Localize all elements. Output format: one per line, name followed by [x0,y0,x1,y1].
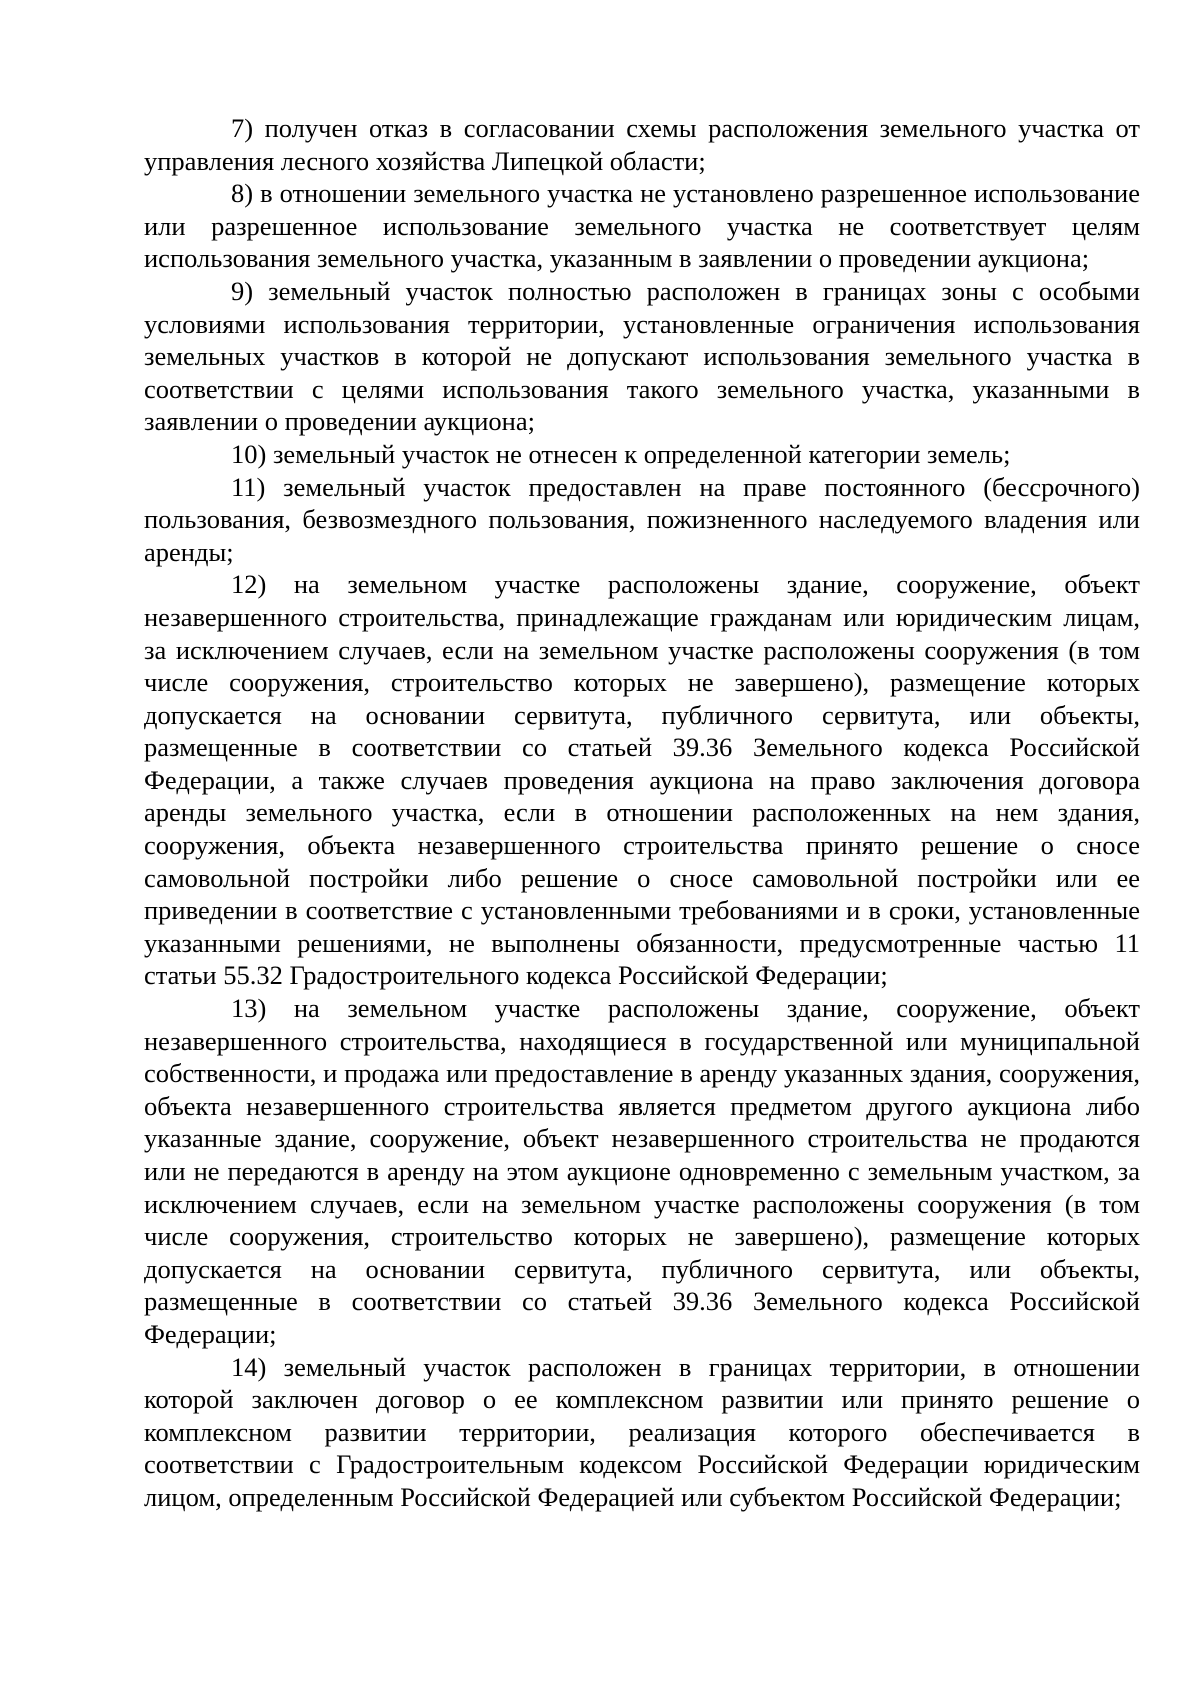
paragraph-item-14: 14) земельный участок расположен в границах территории, в отношении которой заключен договор о ее комплексном развитии или принято решение о комплексном развитии территории, реализация которого обеспечивается в соответствии с Градостроительным кодексом Российской Федерации юридическим лицом, определенным Российской Федерацией или субъектом Российской Федерации; [144,1351,1140,1512]
paragraph-item-8: 8) в отношении земельного участка не установлено разрешенное использование или разрешенное использование земельного участка не соответствует целям использования земельного участка, указанным в заявлении о проведении аукциона; [144,178,1140,274]
paragraph-item-9: 9) земельный участок полностью расположен в границах зоны с особыми условиями использования территории, установленные ограничения использования земельных участков в которой не допускают использования земельного участка в соответствии с целями использования такого земельного участка, указанными в заявлении о проведении аукциона; [144,275,1140,437]
paragraph-item-12: 12) на земельном участке расположены здание, сооружение, объект незавершенного строительства, принадлежащие гражданам или юридическим лицам, за исключением случаев, если на земельном участке расположены сооружения (в том числе сооружения, строительство которых не завершено), размещение которых допускается на основании сервитута, публичного сервитута, или объекты, размещенные в соответствии со статьей 39.36 Земельного кодекса Российской Федерации, а также случаев проведения аукциона на право заключения договора аренды земельного участка, если в отношении расположенных на нем здания, сооружения, объекта незавершенного строительства принято решение о сносе самовольной постройки либо решение о сносе самовольной постройки или ее приведении в соответствие с установленными требованиями и в сроки, установленные указанными решениями, не выполнены обязанности, предусмотренные частью 11 статьи 55.32 Градостроительного кодекса Российской Федерации; [144,569,1140,991]
paragraph-item-11: 11) земельный участок предоставлен на праве постоянного (бессрочного) пользования, безвозмездного пользования, пожизненного наследуемого владения или аренды; [144,471,1140,567]
paragraph-item-7: 7) получен отказ в согласовании схемы расположения земельного участка от управления лесного хозяйства Липецкой области; [144,113,1140,176]
document-page [144,112,1140,1514]
paragraph-item-13: 13) на земельном участке расположены здание, сооружение, объект незавершенного строительства, находящиеся в государственной или муниципальной собственности, и продажа или предоставление в аренду указанных здания, сооружения, объекта незавершенного строительства является предметом другого аукциона либо указанные здание, сооружение, объект незавершенного строительства не продаются или не передаются в аренду на этом аукционе одновременно с земельным участком, за исключением случаев, если на земельном участке расположены сооружения (в том числе сооружения, строительство которых не завершено), размещение которых допускается на основании сервитута, публичного сервитута, или объекты, размещенные в соответствии со статьей 39.36 Земельного кодекса Российской Федерации; [144,993,1140,1349]
paragraph-item-10: 10) земельный участок не отнесен к определенной категории земель; [231,438,1011,469]
